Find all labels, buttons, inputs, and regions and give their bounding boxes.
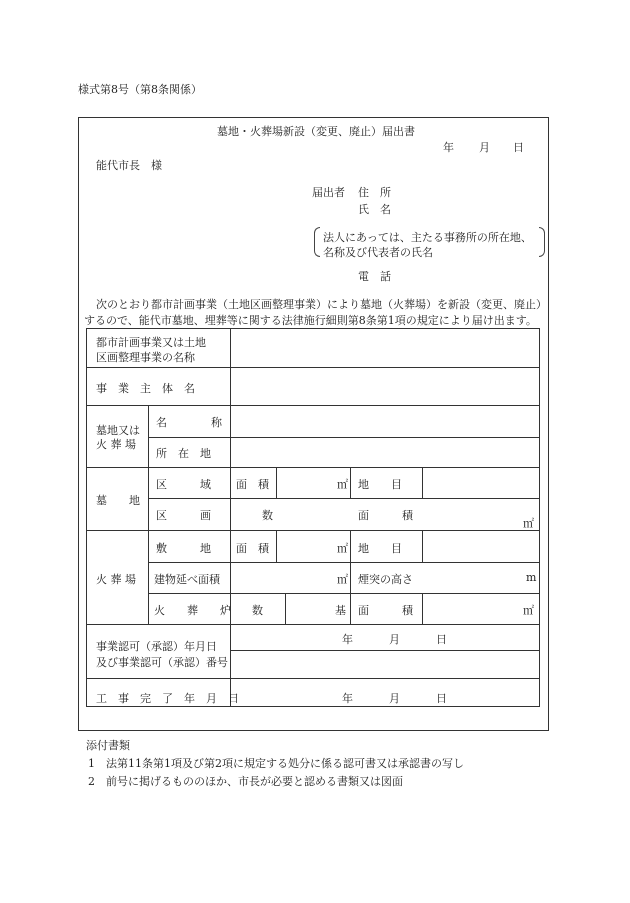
corp-note-line2: 名称及び代表者の氏名	[323, 246, 433, 259]
cemetery-label: 墓 地	[96, 494, 140, 507]
site-land-category-label: 地 目	[358, 542, 402, 555]
cemetery-crematorium-label-2: 火 葬 場	[96, 438, 136, 451]
date-day: 日	[513, 141, 524, 154]
form-number: 様式第8号（第8条関係）	[78, 83, 202, 96]
furnace-area-label: 面 積	[358, 604, 413, 617]
chimney-height-label: 煙突の高さ	[358, 573, 413, 586]
furnace-label: 火 葬 炉	[154, 604, 231, 617]
business-entity-label: 事 業 主 体 名	[96, 382, 195, 395]
approval-date-year: 年	[342, 633, 353, 646]
body-line1: 次のとおり都市計画事業（土地区画整理事業）により墓地（火葬場）を新設（変更、廃止）	[96, 298, 547, 311]
furnace-count-unit: 基	[335, 604, 346, 617]
zone-label: 区 域	[156, 478, 211, 491]
cemetery-area-label: 面 積	[236, 478, 269, 491]
furnace-area-unit: ㎡	[523, 604, 534, 617]
site-area-label: 面 積	[236, 542, 269, 555]
plots-count-label: 数	[262, 509, 273, 522]
furnace-count-label: 数	[252, 604, 263, 617]
floor-area-unit: ㎡	[337, 573, 348, 586]
site-label: 敷 地	[156, 542, 211, 555]
cemetery-area-unit: ㎡	[337, 478, 348, 491]
approval-date-month: 月	[389, 633, 400, 646]
body-line2: するので、能代市墓地、埋葬等に関する法律施行細則第8条第1項の規定により届け出ます。	[84, 314, 537, 327]
location-label: 所 在 地	[156, 447, 211, 460]
completion-date-day: 日	[436, 692, 447, 705]
applicant-name-label: 氏 名	[358, 203, 391, 216]
applicant-address-label: 住 所	[358, 186, 391, 199]
project-name-label-1: 都市計画事業又は土地	[96, 336, 206, 349]
crematorium-label: 火 葬 場	[96, 573, 136, 586]
applicant-label: 届出者	[312, 186, 345, 199]
plots-area-label: 面 積	[358, 509, 413, 522]
completion-date-month: 月	[389, 692, 400, 705]
completion-label: 工 事 完 了 年 月 日	[96, 692, 239, 705]
project-name-label-2: 区画整理事業の名称	[96, 351, 195, 364]
cemetery-crematorium-label-1: 墓地又は	[96, 424, 140, 437]
date-year: 年	[443, 141, 454, 154]
completion-date-year: 年	[342, 692, 353, 705]
addressee: 能代市長 様	[96, 159, 162, 172]
date-month: 月	[479, 141, 490, 154]
form-title: 墓地・火葬場新設（変更、廃止）届出書	[217, 125, 415, 138]
approval-label-2: 及び事業認可（承認）番号	[96, 656, 228, 669]
attachment-item-2: 2 前号に掲げるもののほか、市長が必要と認める書類又は図面	[88, 775, 403, 788]
attachments-heading: 添付書類	[86, 739, 130, 752]
name-label: 名 称	[156, 416, 222, 429]
attachment-item-1: 1 法第11条第1項及び第2項に規定する処分に係る認可書又は承認書の写し	[88, 757, 464, 770]
plots-label: 区 画	[156, 509, 211, 522]
floor-area-label: 建物延べ面積	[154, 573, 220, 586]
applicant-phone-label: 電 話	[358, 270, 391, 283]
cemetery-land-category-label: 地 目	[358, 478, 402, 491]
site-area-unit: ㎡	[337, 542, 348, 555]
approval-label-1: 事業認可（承認）年月日	[96, 640, 217, 653]
plots-area-unit: ㎡	[523, 517, 534, 530]
chimney-height-unit: m	[526, 571, 537, 584]
corp-note-line1: 法人にあっては、主たる事務所の所在地、	[323, 231, 532, 244]
approval-date-day: 日	[436, 633, 447, 646]
